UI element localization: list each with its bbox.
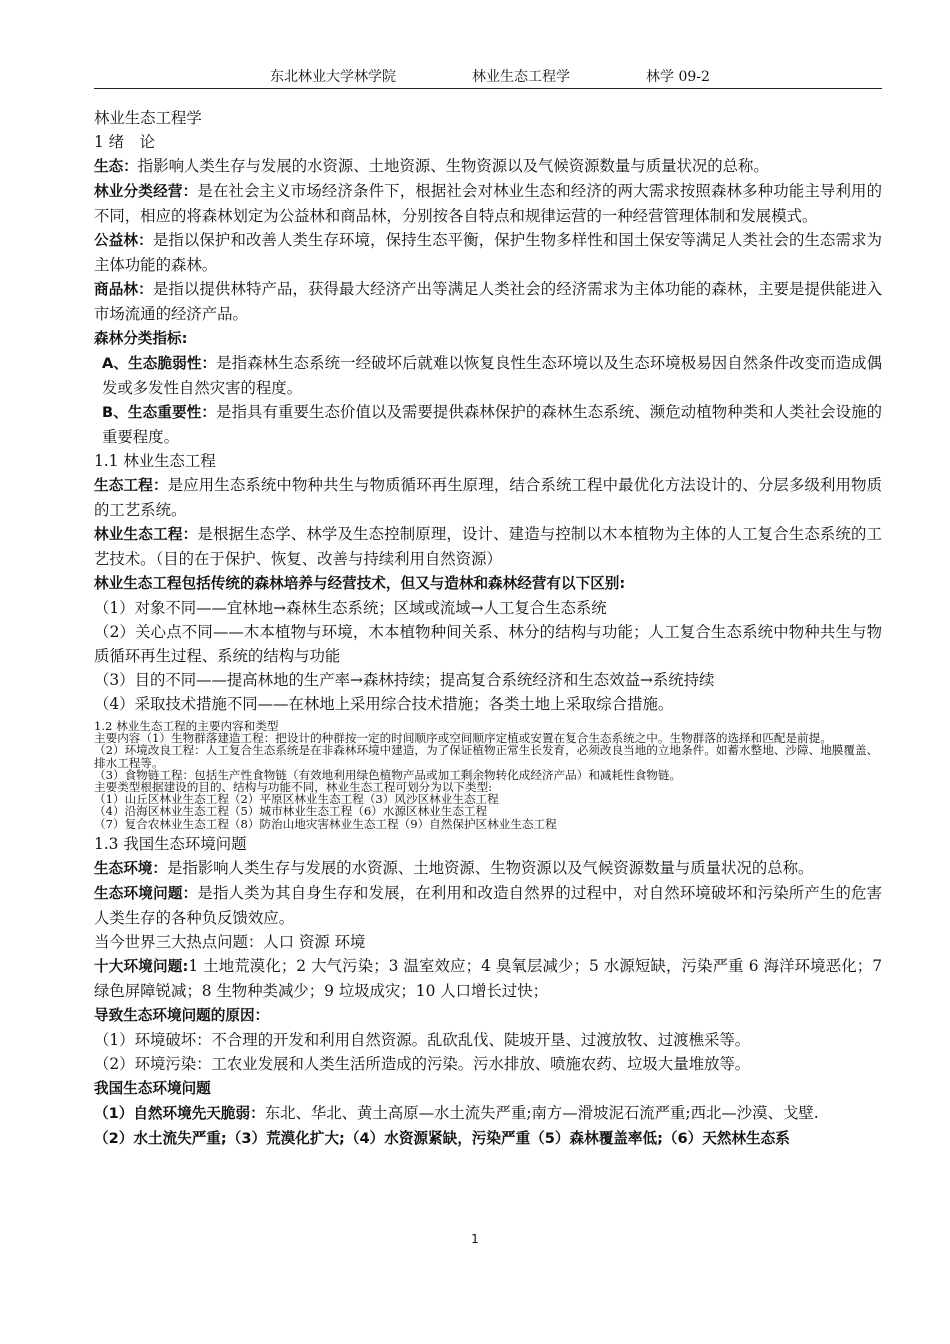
term: 生态工程： [94, 477, 168, 494]
definition-text: 是指以提供林特产品，获得最大经济产出等满足人类社会的经济需求为主体功能的森林，主要是提供能进入市场流通的经济产品。 [94, 280, 882, 323]
term: 公益林： [94, 232, 153, 249]
china-problem-line [94, 1101, 882, 1126]
term: 林业分类经营： [94, 183, 198, 200]
definition-gongyi [94, 228, 882, 277]
doc-title: 林业生态工程学 [94, 109, 202, 127]
header-course: 林业生态工程学 [472, 69, 570, 85]
section-1-1-title: 1.1 林业生态工程 [94, 452, 216, 470]
term: 十大环境问题: [94, 957, 189, 975]
definition-text: 是指人类为其自身生存和发展，在利用和改造自然界的过程中，对自然环境破坏和污染所产生的危害人类生存的各种负反馈效应。 [94, 883, 882, 927]
term: 生态环境问题： [94, 884, 198, 902]
definition-text: 是指森林生态系统一经破坏后就难以恢复良性生态环境以及生态环境极易因自然条件改变而造成偶发或多发性自然灾害的程度。 [102, 354, 882, 397]
page-header [94, 62, 882, 89]
section-1-2-line: （4）沿海区林业生态工程（5）城市林业生态工程（6）水源区林业生态工程 [94, 804, 488, 819]
section-1-2-line: 主要类型根据建设的目的、结构与功能不同，林业生态工程可划分为以下类型: [94, 780, 493, 795]
difference-heading: 林业生态工程包括传统的森林培养与经营技术，但又与造林和森林经营有以下区别: [94, 575, 626, 592]
ten-problems [94, 954, 882, 1003]
hot-issues: 当今世界三大热点问题：人口 资源 环境 [94, 932, 366, 951]
definition-fenlei [94, 179, 882, 228]
difference-item: （4）采取技术措施不同——在林地上采用综合技术措施；各类土地上采取综合措施。 [94, 695, 674, 713]
term: 林业生态工程： [94, 526, 198, 543]
definition-text: 是指影响人类生存与发展的水资源、土地资源、生物资源以及气候资源数量与质量状况的总称。 [166, 858, 814, 877]
chapter-title: 1 绪 论 [94, 133, 155, 151]
fenlei-heading: 森林分类指标: [94, 330, 188, 347]
difference-item: （3）目的不同——提高林地的生产率→森林持续；提高复合系统经济和生态效益→系统持续 [94, 671, 715, 689]
term: （1）自然环境先天脆弱： [94, 1104, 265, 1122]
section-1-2-line: （7）复合农林业生态工程（8）防治山地灾害林业生态工程（9）自然保护区林业生态工程 [94, 816, 557, 831]
term: 生态： [94, 158, 138, 175]
difference-item: （1）对象不同——宜林地→森林生态系统；区域或流域→人工复合生态系统 [94, 599, 607, 617]
cause-item: （2）环境污染：工农业发展和人类生活所造成的污染。污水排放、喷施农药、垃圾大量堆放等。 [94, 1054, 751, 1073]
definition-gongcheng [94, 473, 882, 522]
definition-env [94, 856, 882, 881]
china-problem-line: （2）水土流失严重;（3）荒漠化扩大;（4）水资源紧缺，污染严重（5）森林覆盖率低;（6）天然林生态系 [94, 1129, 790, 1147]
index-b [94, 400, 882, 449]
definition-lygc [94, 522, 882, 571]
section-1-2-line: （3）食物链工程：包括生产性食物链（有效地利用绿色植物产品或加工剩余物转化成经济产品）和减耗性食物链。 [94, 767, 682, 782]
section-1-3-title: 1.3 我国生态环境问题 [94, 834, 247, 853]
definition-text: 1 土地荒漠化；2 大气污染；3 温室效应；4 臭氧层减少；5 水源短缺，污染严重 6 海洋环境恶化；7 绿色屏障锐减；8 生物种类减少；9 垃圾成灾；10 人口增长过快； [94, 956, 882, 1000]
document-body [94, 106, 882, 1151]
definition-env-problem [94, 881, 882, 930]
section-1-2-line: 主要内容（1）生物群落建造工程：把设计的种群按一定的时间顺序或空间顺序定植或安置在复合生态系统之中。生物群落的选择和匹配是前提。 [94, 731, 832, 746]
china-problems-heading: 我国生态环境问题 [94, 1079, 211, 1097]
definition-shengtai [94, 154, 882, 179]
section-1-2-line: 1.2 林业生态工程的主要内容和类型 [94, 719, 279, 733]
definition-text: 是在社会主义市场经济条件下，根据社会对林业生态和经济的两大需求按照森林多种功能主导利用的不同，相应的将森林划定为公益林和商品林，分别按各自特点和规律运营的一种经营管理体制和发展模式。 [94, 182, 882, 225]
header-class: 林学 09-2 [646, 69, 710, 85]
section-1-2-line: （2）环境改良工程：人工复合生态系统是在非森林环境中建造，为了保证植物正常生长发育，必须改良当地的立地条件。如蓄水整地、沙障、地膜覆盖、排水工程等。 [94, 743, 879, 770]
term: 生态环境： [94, 859, 167, 877]
definition-text: 是指以保护和改善人类生存环境，保持生态平衡，保护生物多样性和国土保安等满足人类社会的生态需求为主体功能的森林。 [94, 231, 882, 274]
term: B、生态重要性： [102, 404, 217, 421]
section-1-2-line: （1）山丘区林业生态工程（2）平原区林业生态工程（3）风沙区林业生态工程 [94, 792, 499, 807]
difference-item: （2）关心点不同——木本植物与环境，木本植物种间关系、林分的结构与功能；人工复合生态系统中物种共生与物质循环再生过程、系统的结构与功能 [94, 623, 882, 665]
index-a [94, 351, 882, 400]
cause-item: （1）环境破坏：不合理的开发和利用自然资源。乱砍乱伐、陡坡开垦、过渡放牧、过渡樵采等。 [94, 1030, 751, 1049]
header-school: 东北林业大学林学院 [270, 69, 396, 85]
definition-text: 东北、华北、黄土高原—水土流失严重;南方—滑坡泥石流严重;西北—沙漠、戈壁. [264, 1103, 819, 1122]
cause-heading: 导致生态环境问题的原因： [94, 1006, 270, 1024]
definition-shangpin [94, 277, 882, 326]
definition-text: 指影响人类生存与发展的水资源、土地资源、生物资源以及气候资源数量与质量状况的总称。 [137, 157, 769, 175]
definition-text: 是指具有重要生态价值以及需要提供森林保护的森林生态系统、濒危动植物种类和人类社会设施的重要程度。 [102, 403, 882, 446]
definition-text: 是根据生态学、林学及生态控制原理，设计、建造与控制以木本植物为主体的人工复合生态系统的工艺技术。（目的在于保护、恢复、改善与持续利用自然资源） [94, 525, 882, 568]
page-number: 1 [471, 1232, 479, 1246]
section-1-2-block [94, 720, 882, 830]
term: 商品林： [94, 281, 153, 298]
definition-text: 是应用生态系统中物种共生与物质循环再生原理，结合系统工程中最优化方法设计的、分层多级利用物质的工艺系统。 [94, 476, 882, 519]
term: A、生态脆弱性： [102, 355, 217, 372]
